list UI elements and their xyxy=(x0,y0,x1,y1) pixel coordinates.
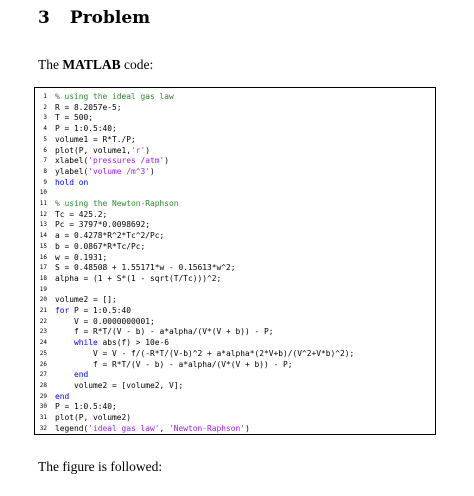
code-text: f = R*T/(V - b) - a*alpha/(V*(V + b)) - P; xyxy=(55,327,274,337)
code-line xyxy=(35,199,435,210)
line-number: 18 xyxy=(39,274,47,282)
line-number: 2 xyxy=(43,103,47,111)
line-number: 21 xyxy=(39,307,47,314)
code-text: T = 500; xyxy=(55,113,94,123)
code-text: ylabel('volume /m^3') xyxy=(55,166,155,176)
section-heading xyxy=(38,8,150,28)
line-number: 3 xyxy=(43,114,47,122)
code-text: volume2 = [volume2, V]; xyxy=(55,380,184,390)
code-line xyxy=(35,220,435,231)
code-line xyxy=(35,424,435,435)
line-number: 7 xyxy=(43,157,47,165)
code-line xyxy=(35,103,435,114)
code-text: for P = 1:0.5:40 xyxy=(55,306,132,315)
line-number: 14 xyxy=(39,232,47,240)
code-line xyxy=(35,253,435,264)
line-number: 19 xyxy=(39,285,47,293)
intro-prefix: The xyxy=(38,57,63,72)
code-listing xyxy=(34,87,436,435)
code-line xyxy=(35,317,435,328)
line-number: 26 xyxy=(39,360,47,368)
code-text: hold on xyxy=(55,177,89,187)
line-number: 1 xyxy=(43,93,47,100)
code-line xyxy=(35,402,435,413)
line-number: 13 xyxy=(39,221,47,229)
line-number: 20 xyxy=(39,296,47,304)
intro-suffix: code: xyxy=(120,57,154,72)
code-text: R = 8.2057e-5; xyxy=(55,102,122,112)
code-text: P = 1:0.5:40; xyxy=(55,402,117,412)
code-line xyxy=(35,263,435,274)
code-line xyxy=(35,295,435,306)
code-line xyxy=(35,146,435,157)
code-text: volume1 = R*T./P; xyxy=(55,134,136,144)
line-number: 23 xyxy=(39,328,47,336)
code-line xyxy=(35,370,435,381)
line-number: 11 xyxy=(39,200,47,207)
code-text: Tc = 425.2; xyxy=(55,209,108,219)
code-line xyxy=(35,92,435,103)
code-text: P = 1:0.5:40; xyxy=(55,124,117,134)
code-text: % using the ideal gas law xyxy=(55,92,174,101)
line-number: 22 xyxy=(39,317,47,325)
section-number: 3 xyxy=(38,8,50,28)
code-line xyxy=(35,135,435,146)
line-number: 27 xyxy=(39,371,47,379)
code-line xyxy=(35,381,435,392)
line-number: 12 xyxy=(39,210,47,218)
line-number: 29 xyxy=(39,392,47,400)
code-line xyxy=(35,124,435,135)
code-line xyxy=(35,231,435,242)
code-line xyxy=(35,188,435,199)
code-line xyxy=(35,113,435,124)
code-line xyxy=(35,338,435,349)
code-text: V = 0.0000000001; xyxy=(55,316,155,326)
code-text: S = 0.48508 + 1.55171*w - 0.15613*w^2; xyxy=(55,263,236,273)
line-number: 15 xyxy=(39,242,47,250)
code-line xyxy=(35,274,435,285)
line-number: 4 xyxy=(43,125,47,133)
code-line xyxy=(35,210,435,221)
line-number: 10 xyxy=(39,189,47,197)
code-text: end xyxy=(74,370,89,380)
code-text: end xyxy=(55,391,70,401)
section-title: Problem xyxy=(69,8,151,28)
code-text: while abs(f) > 10e-6 xyxy=(74,338,170,348)
line-number: 24 xyxy=(39,339,47,347)
code-text: % using the Newton-Raphson xyxy=(55,199,179,208)
code-line xyxy=(35,327,435,338)
code-text: w = 0.1931; xyxy=(55,252,108,262)
line-number: 17 xyxy=(39,264,47,272)
code-text: legend('ideal gas law', 'Newton-Raphson') xyxy=(55,423,250,433)
code-line xyxy=(35,392,435,403)
code-text: plot(P, volume1,'r') xyxy=(55,145,151,155)
intro-paragraph xyxy=(38,57,153,73)
outro-paragraph: The figure is followed: xyxy=(38,459,163,474)
code-line xyxy=(35,349,435,360)
code-text: f = R*T/(V - b) - a*alpha/(V*(V + b)) - P; xyxy=(55,359,293,369)
code-text: plot(P, volume2) xyxy=(55,413,132,422)
code-line xyxy=(35,285,435,296)
line-number: 8 xyxy=(43,167,47,175)
line-number: 16 xyxy=(39,253,47,261)
code-line xyxy=(35,167,435,178)
code-line xyxy=(35,242,435,253)
code-line xyxy=(35,306,435,317)
code-text: xlabel('pressures /atm') xyxy=(55,156,170,166)
code-line xyxy=(35,360,435,371)
code-text: a = 0.4278*R^2*Tc^2/Pc; xyxy=(55,231,165,241)
line-number: 30 xyxy=(39,403,47,411)
line-number: 25 xyxy=(39,349,47,357)
code-line xyxy=(35,413,435,424)
line-number: 28 xyxy=(39,381,47,389)
code-text: V = V - f/(-R*T/(V-b)^2 + a*alpha*(2*V+b)/(V^2+V*b)^2); xyxy=(55,348,355,358)
line-number: 6 xyxy=(43,146,47,154)
intro-bold: MATLAB xyxy=(62,57,121,72)
code-text: volume2 = []; xyxy=(55,295,117,305)
code-line xyxy=(35,178,435,189)
code-text: alpha = (1 + S*(1 - sqrt(T/Tc)))^2; xyxy=(55,273,222,283)
code-line xyxy=(35,156,435,167)
line-number: 31 xyxy=(39,414,47,421)
line-number: 9 xyxy=(43,178,47,186)
code-text: b = 0.0867*R*Tc/Pc; xyxy=(55,241,146,251)
line-number: 32 xyxy=(39,424,47,432)
line-number: 5 xyxy=(43,135,47,143)
code-text: Pc = 3797*0.0098692; xyxy=(55,220,151,230)
